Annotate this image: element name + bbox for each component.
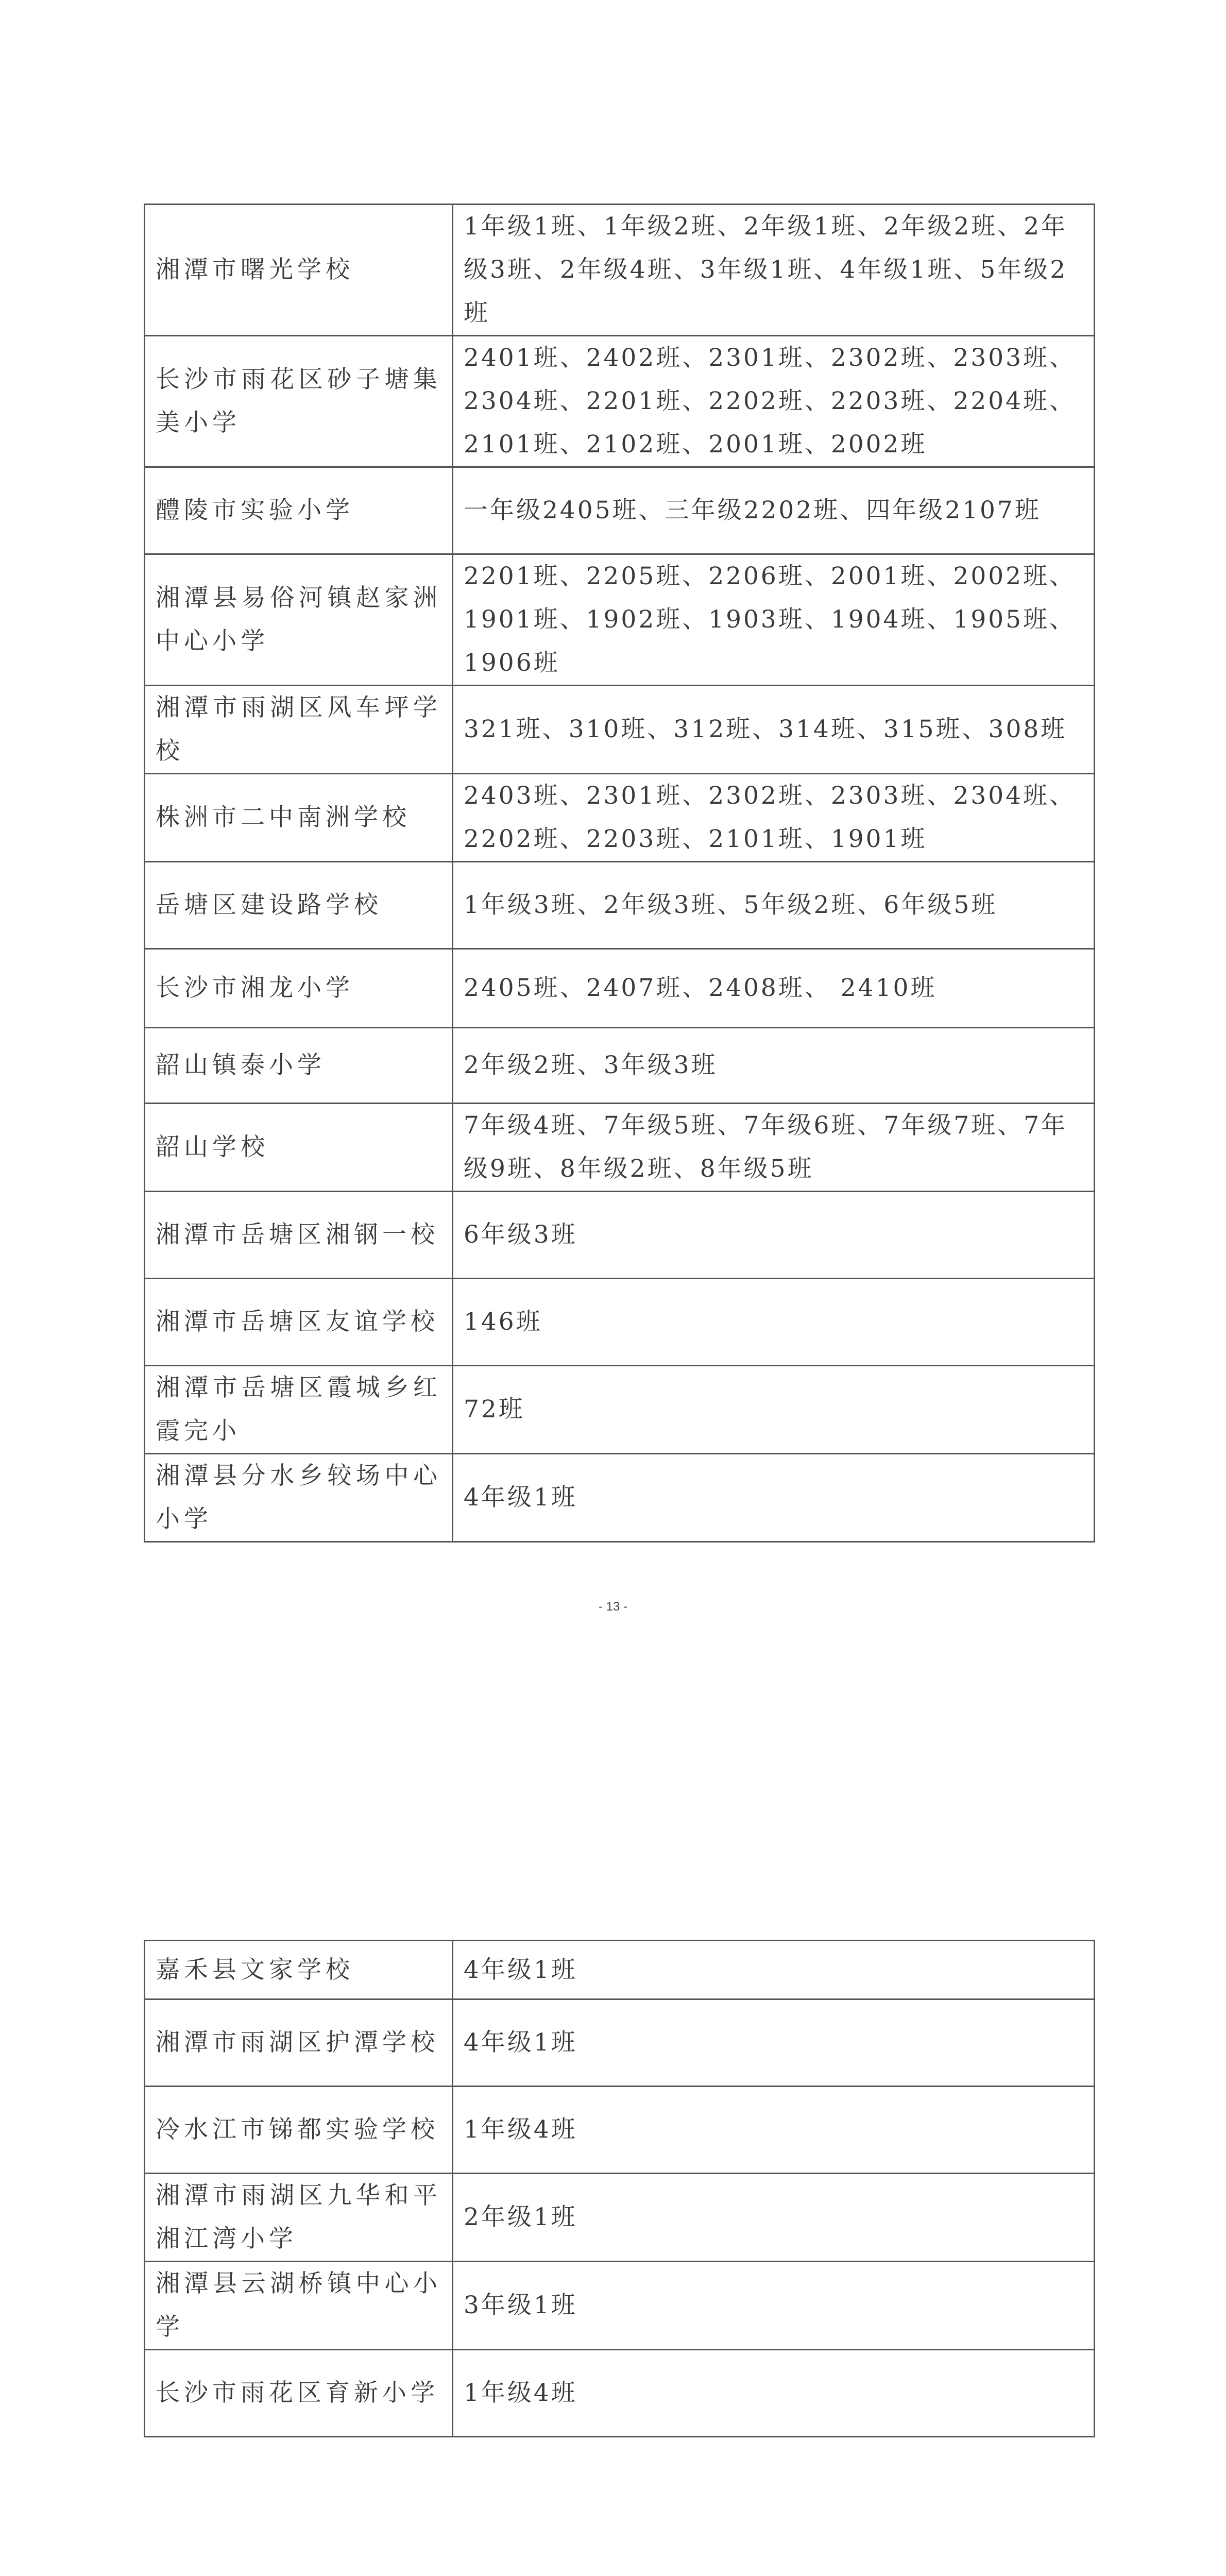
school-name-cell: 湘潭市岳塘区湘钢一校 [145,1192,453,1279]
page-14 [0,1734,1226,2576]
class-list-cell: 4年级1班 [453,1941,1095,1999]
school-name-cell: 湘潭市雨湖区九华和平湘江湾小学 [145,2174,453,2262]
table-row [145,1279,1095,1366]
school-name-cell: 韶山镇泰小学 [145,1028,453,1104]
table-body [145,205,1095,1542]
class-list-cell: 1年级3班、2年级3班、5年级2班、6年级5班 [453,862,1095,949]
table-body [145,1941,1095,2437]
school-name-cell: 湘潭市雨湖区风车坪学校 [145,686,453,774]
class-list-cell: 4年级1班 [453,1454,1095,1542]
table-row [145,1941,1095,1999]
class-list-cell: 321班、310班、312班、314班、315班、308班 [453,686,1095,774]
class-list-cell: 2401班、2402班、2301班、2302班、2303班、2304班、2201班、2202班、2203班、2204班、2101班、2102班、2001班、2002班 [453,336,1095,467]
school-name-cell: 湘潭市曙光学校 [145,205,453,336]
table-row [145,1192,1095,1279]
class-list-cell: 1年级1班、1年级2班、2年级1班、2年级2班、2年级3班、2年级4班、3年级1班、4年级1班、5年级2班 [453,205,1095,336]
class-list-cell: 146班 [453,1279,1095,1366]
school-name-cell: 湘潭县易俗河镇赵家洲中心小学 [145,554,453,686]
table-row [145,2262,1095,2350]
page-number: - 13 - [598,1600,627,1614]
school-name-cell: 湘潭市岳塘区霞城乡红霞完小 [145,1366,453,1454]
table-row [145,336,1095,467]
table-row [145,205,1095,336]
school-name-cell: 岳塘区建设路学校 [145,862,453,949]
table-row [145,1999,1095,2087]
school-name-cell: 湘潭县云湖桥镇中心小学 [145,2262,453,2350]
school-name-cell: 湘潭市岳塘区友谊学校 [145,1279,453,1366]
school-name-cell: 冷水江市锑都实验学校 [145,2087,453,2174]
school-name-cell: 韶山学校 [145,1104,453,1192]
class-list-table [144,1940,1095,2437]
class-list-cell: 一年级2405班、三年级2202班、四年级2107班 [453,467,1095,554]
table-row [145,1454,1095,1542]
table-row [145,862,1095,949]
table-row [145,1366,1095,1454]
table-row [145,1104,1095,1192]
class-list-cell: 3年级1班 [453,2262,1095,2350]
table-row [145,1028,1095,1104]
school-name-cell: 长沙市湘龙小学 [145,949,453,1028]
school-name-cell: 长沙市雨花区育新小学 [145,2350,453,2437]
table-row [145,949,1095,1028]
class-list-table [144,204,1095,1543]
class-list-cell: 2年级1班 [453,2174,1095,2262]
class-list-cell: 4年级1班 [453,1999,1095,2087]
table-row [145,2087,1095,2174]
school-name-cell: 湘潭县分水乡较场中心小学 [145,1454,453,1542]
school-name-cell: 醴陵市实验小学 [145,467,453,554]
table-row [145,774,1095,862]
school-name-cell: 嘉禾县文家学校 [145,1941,453,1999]
class-list-cell: 2405班、2407班、2408班、 2410班 [453,949,1095,1028]
class-list-cell: 72班 [453,1366,1095,1454]
class-list-cell: 7年级4班、7年级5班、7年级6班、7年级7班、7年级9班、8年级2班、8年级5班 [453,1104,1095,1192]
table-row [145,554,1095,686]
class-list-cell: 2403班、2301班、2302班、2303班、2304班、2202班、2203班、2101班、1901班 [453,774,1095,862]
class-list-cell: 1年级4班 [453,2350,1095,2437]
school-name-cell: 株洲市二中南洲学校 [145,774,453,862]
class-list-cell: 2年级2班、3年级3班 [453,1028,1095,1104]
table-row [145,2350,1095,2437]
table-row [145,686,1095,774]
school-name-cell: 长沙市雨花区砂子塘集美小学 [145,336,453,467]
school-name-cell: 湘潭市雨湖区护潭学校 [145,1999,453,2087]
class-list-cell: 1年级4班 [453,2087,1095,2174]
table-row [145,2174,1095,2262]
class-list-cell: 6年级3班 [453,1192,1095,1279]
class-list-cell: 2201班、2205班、2206班、2001班、2002班、1901班、1902班、1903班、1904班、1905班、1906班 [453,554,1095,686]
table-row [145,467,1095,554]
